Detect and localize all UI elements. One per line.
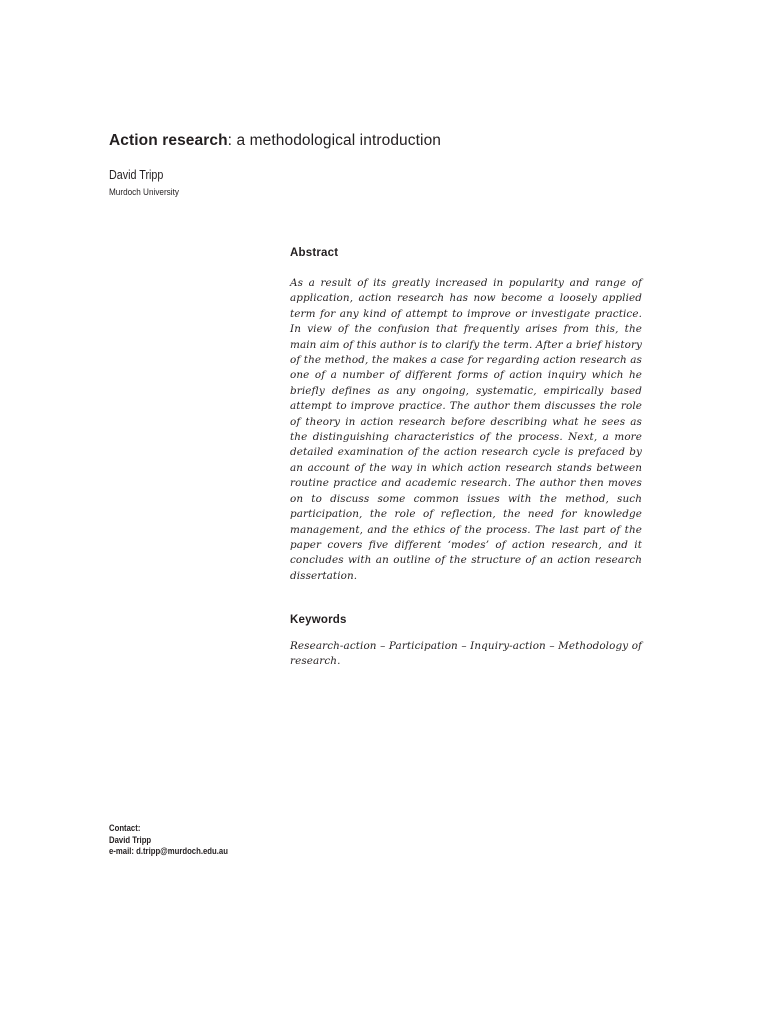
contact-label: Contact: [109, 823, 141, 833]
contact-email: e-mail: d.tripp@murdoch.edu.au [109, 846, 228, 857]
abstract-text: As a result of its greatly increased in popularity and range of application, action research has now become a loosely applied term for any kind of attempt to improve or investigate practice. In view of the confusion that frequently arises from this, the main aim of this author is to clarify the term. After a brief history of the method, the makes a case for regarding action research as one of a number of different forms of action inquiry which he briefly defines as any ongoing, systematic, empirically based attempt to improve practice. The author them discusses the role of theory in action research before describing what he sees as the distinguishing characteristics of the process. Next, a more detailed examination of the action research cycle is prefaced by an account of the way in which action research stands between routine practice and academic research. The author then moves on to discuss some common issues with the method, such participation, the role of reflection, the need for knowledge management, and the ethics of the process. The last part of the paper covers five different ‘modes’ of action research, and it concludes with an outline of the structure of an action research dissertation. [290, 277, 642, 582]
paper-title-subtitle: : a methodological introduction [227, 132, 442, 149]
author-affiliation: Murdoch University [109, 187, 179, 198]
paper-title [109, 132, 441, 150]
abstract-heading: Abstract [290, 247, 339, 259]
author-name: David Tripp [109, 168, 164, 182]
keywords-text: Research-action – Participation – Inquiry-action – Methodology of research. [290, 640, 642, 668]
keywords-heading: Keywords [290, 614, 347, 626]
contact-name: David Tripp [109, 834, 152, 845]
contact-block [109, 823, 228, 858]
paper-title-main: Action research [109, 132, 228, 149]
